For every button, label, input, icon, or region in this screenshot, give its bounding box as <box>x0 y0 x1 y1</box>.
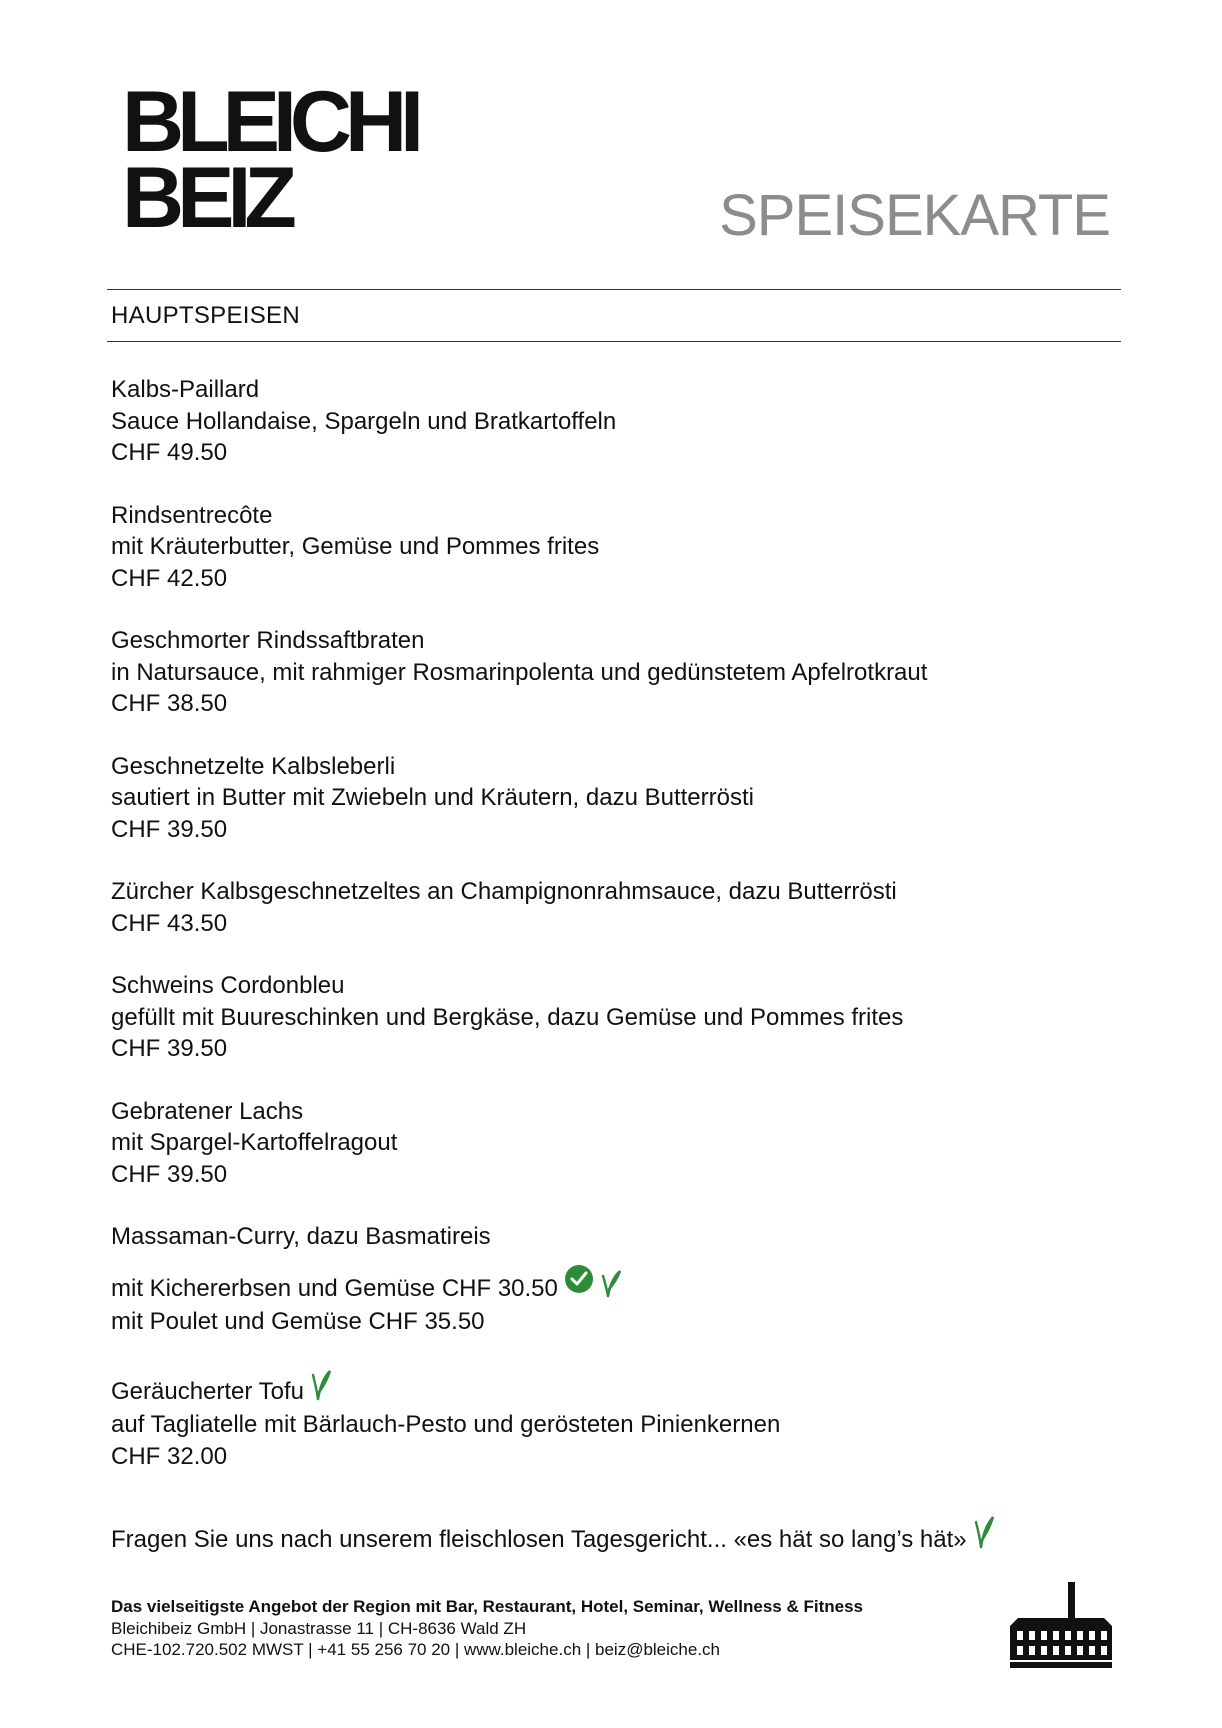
dish-item <box>111 751 1111 846</box>
vegetarian-leaf-icon <box>598 1268 622 1307</box>
section-title: HAUPTSPEISEN <box>111 302 300 329</box>
dish-description: mit Kräuterbutter, Gemüse und Pommes frites <box>111 533 600 560</box>
dish-description: in Natursauce, mit rahmiger Rosmarinpolenta und gedünstetem Apfelrotkraut <box>111 658 928 686</box>
dish-price: CHF 49.50 <box>111 439 228 466</box>
dish-item <box>111 876 1111 939</box>
footer-tagline: Das vielseitigste Angebot der Region mit Bar, Restaurant, Hotel, Seminar, Wellness & Fitness <box>111 1597 863 1616</box>
menu-list <box>111 374 1111 1503</box>
dish-description: sautiert in Butter mit Zwiebeln und Kräutern, dazu Butterrösti <box>111 784 754 811</box>
dish-price: CHF 42.50 <box>111 564 228 592</box>
dish-item <box>111 1369 1111 1473</box>
dish-price: CHF 39.50 <box>111 1035 228 1062</box>
divider-top <box>107 289 1121 290</box>
dish-item <box>111 625 1111 720</box>
dish-description: gefüllt mit Buureschinken und Bergkäse, dazu Gemüse und Pommes frites <box>111 1003 904 1031</box>
dish-name: Rindsentrecôte <box>111 501 273 529</box>
dish-price: CHF 39.50 <box>111 815 228 843</box>
dish-option-line <box>111 1264 1111 1307</box>
dish-name: Geschmorter Rindssaftbraten <box>111 627 425 654</box>
dish-item <box>111 1221 1111 1338</box>
vegetarian-leaf-icon <box>971 1515 995 1559</box>
dish-price: CHF 38.50 <box>111 690 228 717</box>
dish-name: Massaman-Curry, dazu Basmatireis <box>111 1223 491 1250</box>
brand-logo <box>122 74 417 246</box>
vegetarian-leaf-icon <box>308 1369 332 1410</box>
footer-contact: CHE-102.720.502 MWST | +41 55 256 70 20 | www.bleiche.ch | beiz@bleiche.ch <box>111 1640 721 1659</box>
dish-description: mit Spargel-Kartoffelragout <box>111 1129 398 1156</box>
document-title: SPEISEKARTE <box>719 183 1110 248</box>
dish-price: CHF 39.50 <box>111 1160 228 1188</box>
dish-name-line <box>111 1369 1111 1410</box>
dish-price: CHF 32.00 <box>111 1442 228 1470</box>
logo-line-2: BEIZ <box>122 150 290 246</box>
dish-option: mit Kichererbsen und Gemüse CHF 30.50 <box>111 1274 558 1302</box>
logo-line-1: BLEICHI <box>122 74 417 170</box>
dish-price: CHF 43.50 <box>111 909 228 937</box>
footer-address: Bleichibeiz GmbH | Jonastrasse 11 | CH-8636 Wald ZH <box>111 1618 527 1638</box>
dish-name: Geschnetzelte Kalbsleberli <box>111 752 396 780</box>
divider-bottom <box>107 341 1121 342</box>
dish-option: mit Poulet und Gemüse CHF 35.50 <box>111 1308 485 1335</box>
dish-item <box>111 1096 1111 1191</box>
dish-description: auf Tagliatelle mit Bärlauch-Pesto und gerösteten Pinienkernen <box>111 1411 781 1438</box>
dish-item <box>111 500 1111 595</box>
vegan-badge-icon <box>564 1264 594 1303</box>
dish-name: Zürcher Kalbsgeschnetzeltes an Champignonrahmsauce, dazu Butterrösti <box>111 878 897 905</box>
footer <box>111 1596 863 1661</box>
dish-description: Sauce Hollandaise, Spargeln und Bratkartoffeln <box>111 407 617 435</box>
dish-name: Gebratener Lachs <box>111 1097 304 1125</box>
question-text: Fragen Sie uns nach unserem fleischlosen Tagesgericht... «es hät so lang’s hät» <box>111 1526 967 1553</box>
dish-item <box>111 374 1111 469</box>
dish-name: Schweins Cordonbleu <box>111 972 345 999</box>
dish-item <box>111 970 1111 1065</box>
factory-building-icon <box>1006 1582 1116 1675</box>
dish-name: Geräucherter Tofu <box>111 1377 304 1405</box>
daily-special-question <box>111 1515 995 1559</box>
dish-name: Kalbs-Paillard <box>111 376 260 403</box>
